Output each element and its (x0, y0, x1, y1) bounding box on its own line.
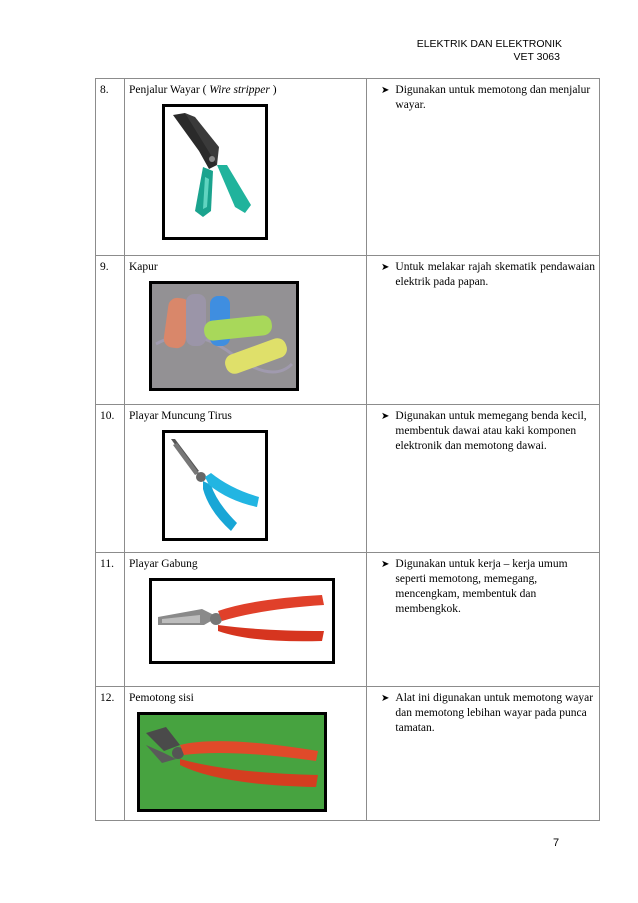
tool-name-text: Penjalur Wayar ( (129, 84, 210, 96)
tool-name: Kapur (129, 261, 158, 273)
long-nose-pliers-image (162, 430, 268, 541)
description-cell (367, 405, 600, 553)
header-code: VET 3063 (513, 51, 560, 63)
tool-description: Digunakan untuk memegang benda kecil, membentuk dawai atau kaki komponen elektronik dan memotong dawai. (395, 410, 587, 452)
description-cell (367, 79, 600, 256)
tool-cell (125, 553, 367, 687)
arrow-bullet-icon: ➤ (381, 262, 390, 273)
arrow-bullet-icon: ➤ (381, 411, 390, 422)
chalk-image (149, 281, 299, 391)
tools-table (95, 78, 600, 821)
description-cell (367, 687, 600, 821)
page-header (417, 38, 562, 64)
row-number: 11. (96, 553, 125, 687)
arrow-bullet-icon: ➤ (381, 85, 390, 96)
tool-description: Alat ini digunakan untuk memotong wayar dan memotong lebihan wayar pada punca tamatan. (395, 692, 594, 734)
tool-name: Playar Muncung Tirus (129, 410, 232, 422)
description-cell (367, 553, 600, 687)
tool-cell (125, 687, 367, 821)
tool-description: Untuk melakar rajah skematik pendawaian elektrik pada papan. (395, 261, 595, 288)
tool-name-italic: Wire stripper (209, 84, 270, 96)
tool-cell (125, 256, 367, 405)
tool-name: Pemotong sisi (129, 692, 194, 704)
row-number: 10. (96, 405, 125, 553)
table-row (96, 405, 600, 553)
tool-name-tail: ) (269, 84, 277, 96)
tool-cell (125, 405, 367, 553)
row-number: 9. (96, 256, 125, 405)
tool-name (129, 83, 362, 98)
header-subject: ELEKTRIK DAN ELEKTRONIK (416, 38, 562, 50)
side-cutter-image (137, 712, 327, 812)
table-row (96, 553, 600, 687)
wire-stripper-image (162, 104, 268, 240)
description-cell (367, 256, 600, 405)
arrow-bullet-icon: ➤ (381, 693, 390, 704)
page-number: 7 (553, 837, 560, 849)
table-row (96, 256, 600, 405)
arrow-bullet-icon: ➤ (381, 559, 390, 570)
row-number: 12. (96, 687, 125, 821)
tool-cell (125, 79, 367, 256)
tool-name: Playar Gabung (129, 558, 198, 570)
row-number: 8. (96, 79, 125, 256)
tool-description: Digunakan untuk kerja – kerja umum seperti memotong, memegang, mencengkam, membentuk dan membengkok. (395, 558, 568, 615)
tool-description: Digunakan untuk memotong dan menjalur wayar. (395, 84, 591, 111)
table-row (96, 687, 600, 821)
combination-pliers-image (149, 578, 335, 664)
table-row (96, 79, 600, 256)
